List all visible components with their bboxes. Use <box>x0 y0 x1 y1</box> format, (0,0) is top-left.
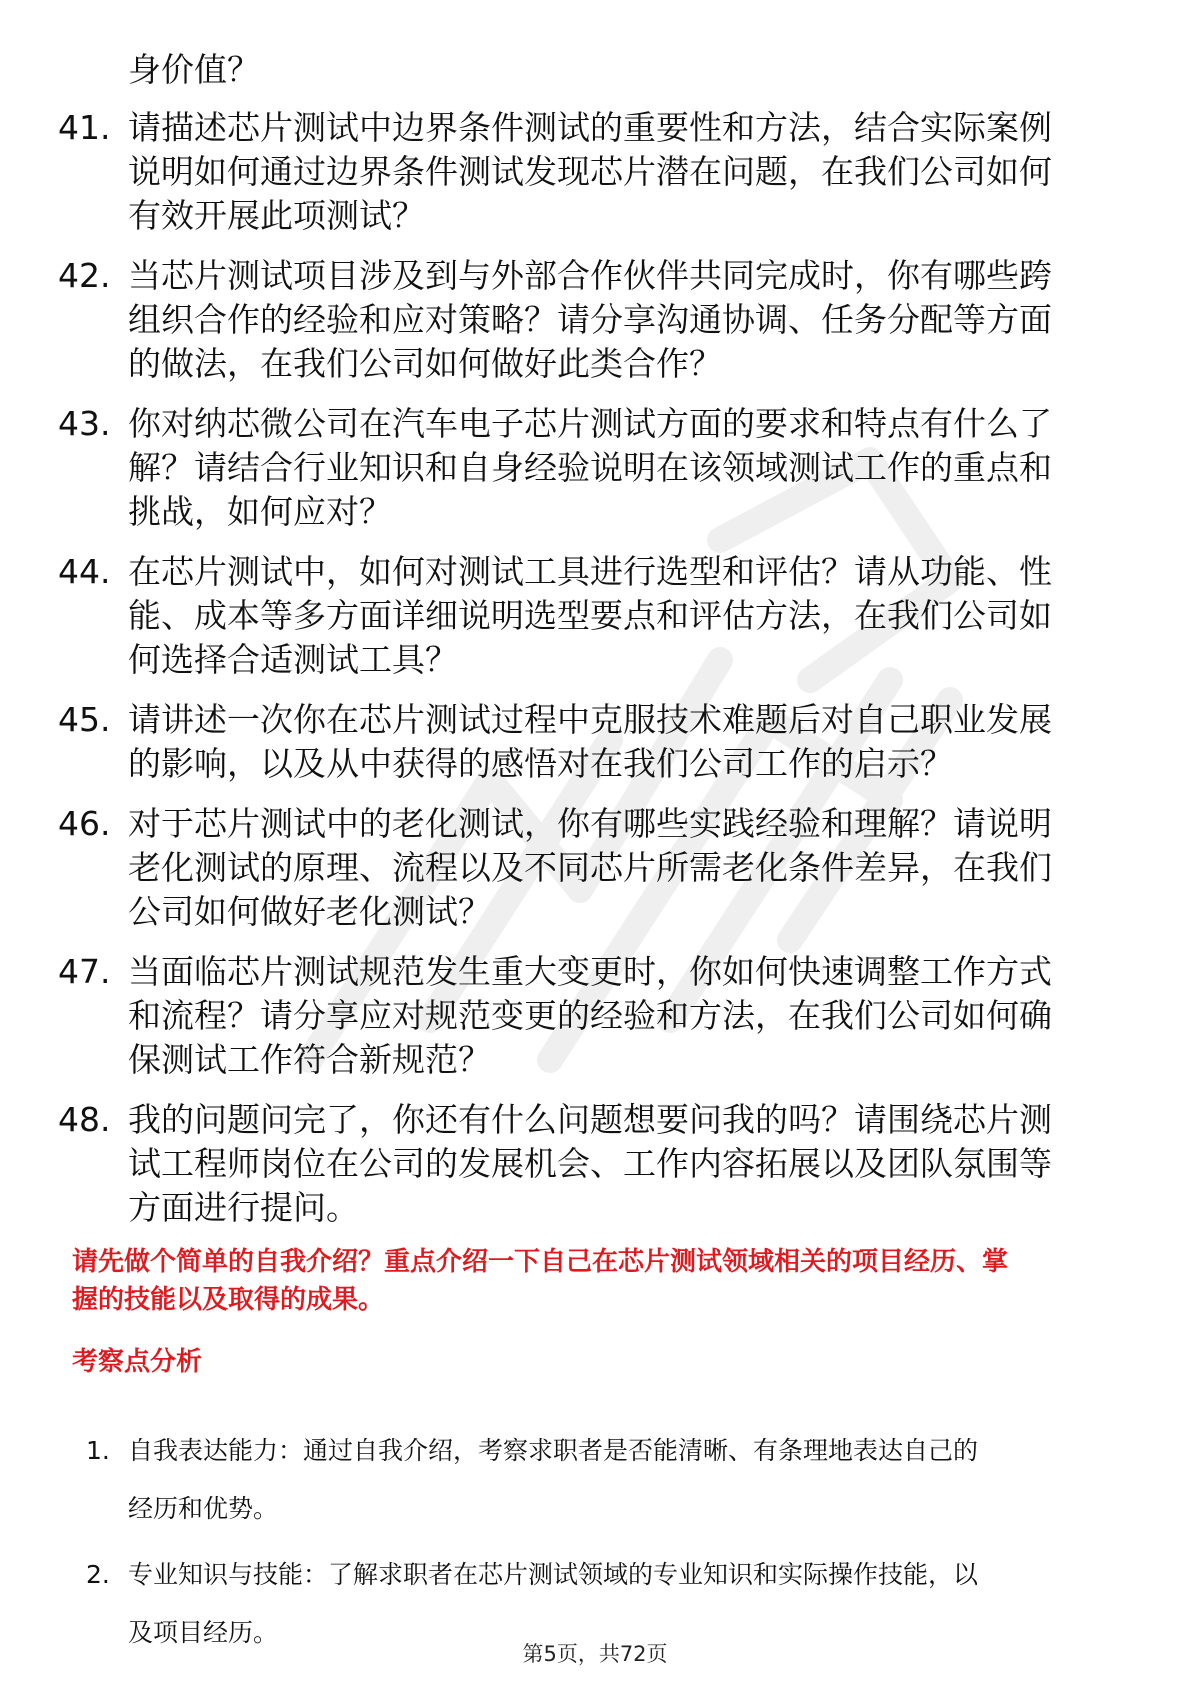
section-heading: 考察点分析 <box>72 1347 203 1377</box>
question-item <box>0 254 1190 386</box>
question-text: 在芯片测试中，如何对测试工具进行选型和评估？请从功能、性 能、成本等多方面详细说明选型要点和评估方法，在我们公司如 何选择合适测试工具？ <box>128 552 1052 679</box>
point-text: 专业知识与技能：了解求职者在芯片测试领域的专业知识和实际操作技能，以 及项目经历。 <box>128 1560 979 1647</box>
question-number: 46. <box>58 804 111 843</box>
page-footer: 第5页，共72页 <box>522 1642 668 1666</box>
question-item <box>0 802 1190 934</box>
question-number: 47. <box>58 952 111 991</box>
question-text: 对于芯片测试中的老化测试，你有哪些实践经验和理解？请说明 老化测试的原理、流程以及不同芯片所需老化条件差异，在我们 公司如何做好老化测试？ <box>128 804 1052 931</box>
question-number: 41. <box>58 108 111 147</box>
question-text: 你对纳芯微公司在汽车电子芯片测试方面的要求和特点有什么了 解？请结合行业知识和自身经验说明在该领域测试工作的重点和 挑战，如何应对？ <box>128 404 1052 531</box>
point-number: 1. <box>86 1436 110 1465</box>
question-list <box>0 106 1190 1246</box>
question-text: 请描述芯片测试中边界条件测试的重要性和方法，结合实际案例 说明如何通过边界条件测试发现芯片潜在问题，在我们公司如何 有效开展此项测试？ <box>128 108 1052 235</box>
question-text: 当芯片测试项目涉及到与外部合作伙伴共同完成时，你有哪些跨 组织合作的经验和应对策略？请分享沟通协调、任务分配等方面 的做法，在我们公司如何做好此类合作？ <box>128 256 1052 383</box>
question-number: 44. <box>58 552 111 591</box>
question-item <box>0 1098 1190 1230</box>
question-text: 当面临芯片测试规范发生重大变更时，你如何快速调整工作方式 和流程？请分享应对规范变更的经验和方法，在我们公司如何确 保测试工作符合新规范？ <box>128 952 1052 1079</box>
analysis-point-list <box>0 1422 1190 1670</box>
question-number: 48. <box>58 1100 111 1139</box>
point-text: 自我表达能力：通过自我介绍，考察求职者是否能清晰、有条理地表达自己的 经历和优势。 <box>128 1436 979 1523</box>
analysis-point-item <box>0 1422 1190 1538</box>
highlight-question: 请先做个简单的自我介绍？重点介绍一下自己在芯片测试领域相关的项目经历、掌 握的技能以及取得的成果。 <box>72 1247 1009 1315</box>
question-item <box>0 950 1190 1082</box>
question-item <box>0 402 1190 534</box>
question-number: 42. <box>58 256 111 295</box>
question-number: 45. <box>58 700 111 739</box>
point-number: 2. <box>86 1560 110 1589</box>
question-text: 请讲述一次你在芯片测试过程中克服技术难题后对自己职业发展 的影响，以及从中获得的感悟对在我们公司工作的启示？ <box>128 700 1052 783</box>
question-item <box>0 698 1190 786</box>
question-text: 我的问题问完了，你还有什么问题想要问我的吗？请围绕芯片测 试工程师岗位在公司的发展机会、工作内容拓展以及团队氛围等 方面进行提问。 <box>128 1100 1052 1227</box>
question-item <box>0 106 1190 238</box>
question-number: 43. <box>58 404 111 443</box>
continuation-text: 身价值？ <box>128 50 260 89</box>
question-item <box>0 550 1190 682</box>
